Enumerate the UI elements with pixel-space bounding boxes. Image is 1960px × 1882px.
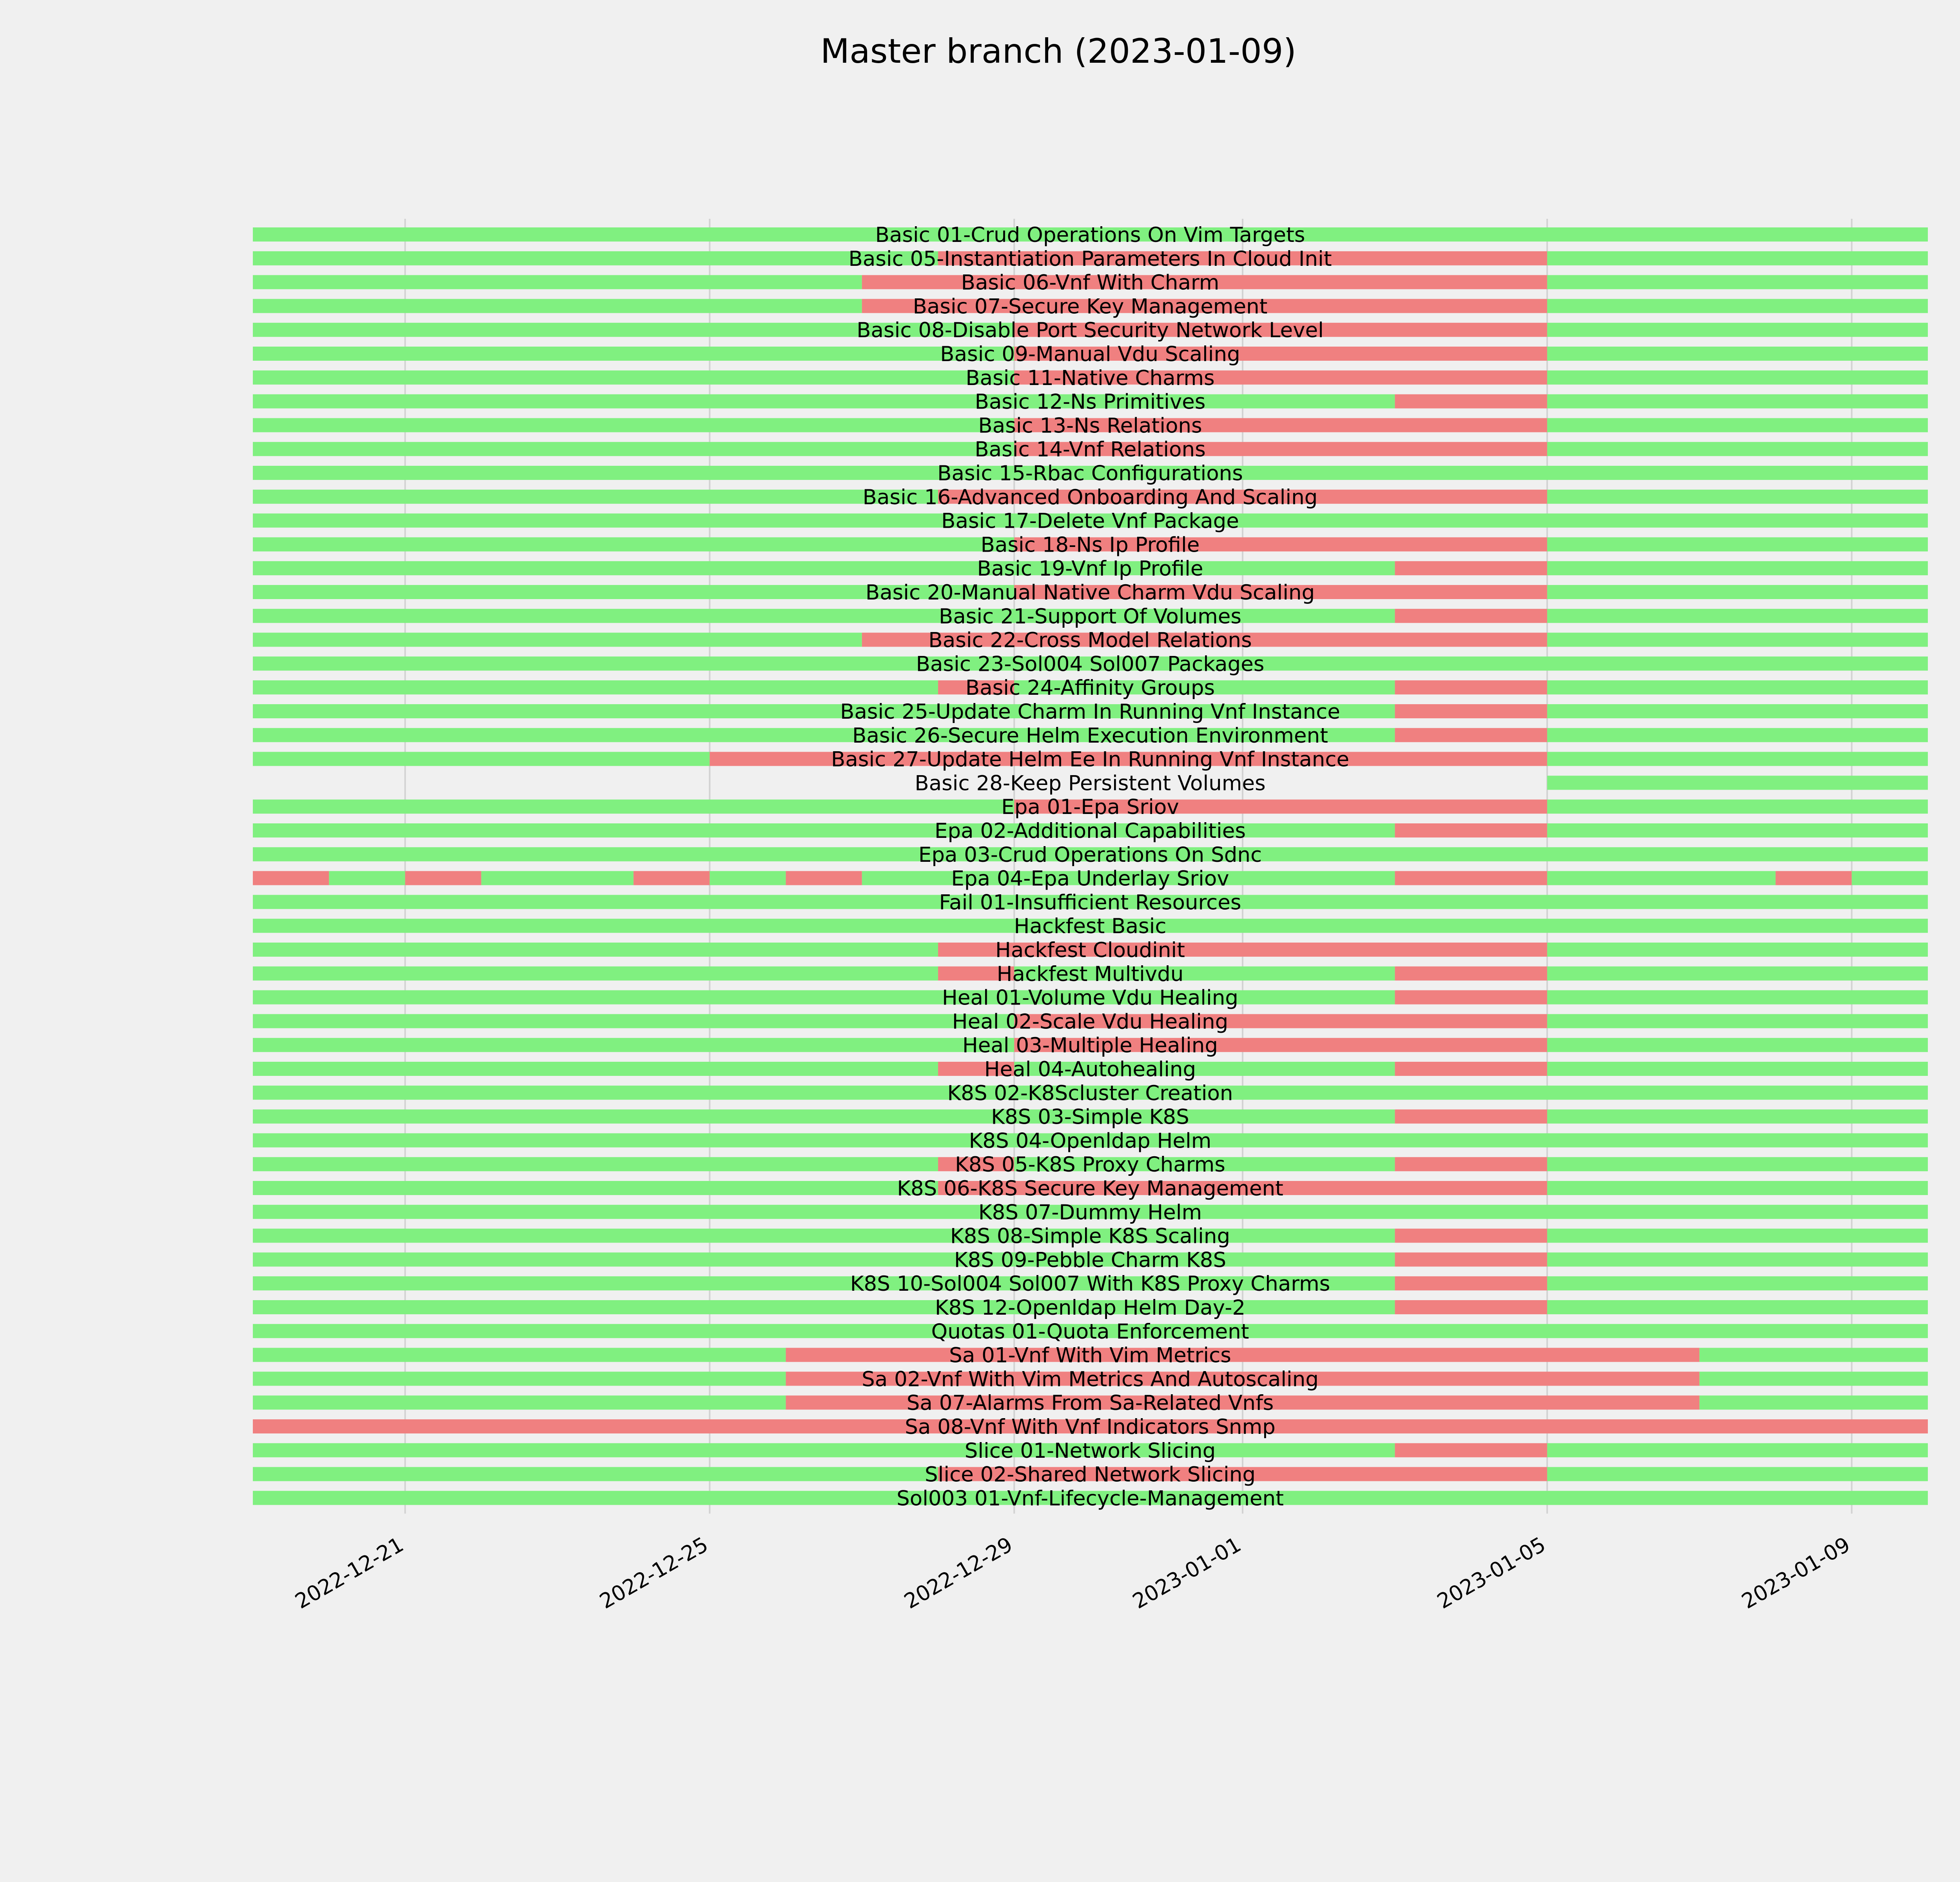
pass-segment (1547, 776, 1928, 790)
pass-segment (1547, 442, 1928, 456)
pass-segment (1547, 633, 1928, 647)
row-label: Basic 16-Advanced Onboarding And Scaling (862, 485, 1318, 509)
fail-segment (253, 871, 329, 885)
pass-segment (1547, 609, 1928, 623)
pass-segment (1547, 990, 1928, 1005)
row-label: Basic 11-Native Charms (965, 366, 1215, 390)
row-label: Basic 27-Update Helm Ee In Running Vnf Instance (831, 747, 1349, 772)
row-label: Epa 01-Epa Sriov (1001, 795, 1179, 819)
fail-segment (1395, 609, 1547, 623)
row-label: K8S 05-K8S Proxy Charms (955, 1153, 1225, 1177)
pass-segment (1699, 1395, 1928, 1410)
row-label: Hackfest Basic (1014, 914, 1167, 939)
row-label: K8S 06-K8S Secure Key Management (897, 1177, 1283, 1201)
pass-segment (253, 442, 1014, 456)
row-label: Epa 03-Crud Operations On Sdnc (918, 843, 1262, 867)
fail-segment (1395, 394, 1547, 409)
row-label: Basic 26-Secure Helm Execution Environment (852, 723, 1328, 748)
fail-segment (633, 871, 710, 885)
fail-segment (1776, 871, 1852, 885)
row-label: Sa 08-Vnf With Vnf Indicators Snmp (905, 1415, 1276, 1439)
pass-segment (1547, 585, 1928, 599)
pass-segment (1852, 871, 1928, 885)
x-tick-label: 2023-01-09 (1738, 1532, 1855, 1614)
pass-segment (1547, 823, 1928, 837)
row-label: Heal 02-Scale Vdu Healing (952, 1010, 1229, 1034)
row-label: Basic 08-Disable Port Security Network Level (857, 318, 1324, 343)
row-label: K8S 02-K8Scluster Creation (947, 1081, 1233, 1105)
pass-segment (1547, 1276, 1928, 1290)
pass-segment (1547, 752, 1928, 766)
row-label: Slice 02-Shared Network Slicing (924, 1462, 1256, 1487)
pass-segment (1547, 1443, 1928, 1457)
pass-segment (1547, 394, 1928, 409)
row-label: K8S 12-Openldap Helm Day-2 (935, 1296, 1246, 1320)
pass-segment (253, 1443, 1395, 1457)
fail-segment (1395, 1229, 1547, 1243)
row-label: Slice 01-Network Slicing (964, 1439, 1216, 1463)
fail-segment (1395, 1252, 1547, 1266)
pass-segment (253, 1062, 938, 1076)
row-label: Hackfest Cloudinit (995, 938, 1185, 962)
fail-segment (1395, 1276, 1547, 1290)
pass-segment (253, 561, 1395, 575)
pass-segment (253, 943, 938, 957)
row-label: Basic 28-Keep Persistent Volumes (915, 771, 1266, 796)
pass-segment (253, 275, 862, 289)
pass-segment (1547, 537, 1928, 551)
x-tick-label: 2023-01-05 (1433, 1532, 1550, 1614)
x-tick-label: 2022-12-25 (595, 1532, 712, 1614)
pass-segment (253, 490, 938, 504)
pass-segment (710, 871, 786, 885)
row-label: Basic 05-Instantiation Parameters In Cloud Init (848, 247, 1332, 271)
fail-segment (786, 1348, 1700, 1362)
pass-segment (1547, 799, 1928, 814)
row-label: Basic 23-Sol004 Sol007 Packages (916, 652, 1265, 676)
pass-segment (253, 1110, 1395, 1124)
pass-segment (253, 752, 710, 766)
fail-segment (1395, 704, 1547, 718)
fail-segment (1395, 728, 1547, 742)
pass-segment (253, 371, 1014, 385)
pass-segment (253, 1467, 938, 1481)
row-label: Basic 01-Crud Operations On Vim Targets (875, 223, 1305, 247)
pass-segment (1547, 490, 1928, 504)
row-label: Basic 22-Cross Model Relations (928, 628, 1252, 652)
pass-segment (253, 1372, 786, 1386)
row-label: Basic 15-Rbac Configurations (937, 461, 1243, 485)
pass-segment (1547, 1181, 1928, 1195)
pass-segment (1699, 1372, 1928, 1386)
fail-segment (786, 871, 862, 885)
chart-title: Master branch (2023-01-09) (820, 32, 1297, 71)
pass-segment (253, 299, 862, 313)
fail-segment (1395, 823, 1547, 837)
row-label: K8S 07-Dummy Helm (978, 1200, 1202, 1224)
fail-segment (1395, 1062, 1547, 1076)
pass-segment (1547, 371, 1928, 385)
pass-segment (253, 394, 1395, 409)
pass-segment (253, 537, 1014, 551)
pass-segment (1547, 1467, 1928, 1481)
row-label: Basic 24-Affinity Groups (965, 676, 1215, 700)
row-label: Basic 25-Update Charm In Running Vnf Instance (840, 700, 1340, 724)
fail-segment (1395, 871, 1547, 885)
pass-segment (1547, 680, 1928, 694)
row-label: Sa 02-Vnf With Vim Metrics And Autoscaling (862, 1367, 1319, 1392)
pass-segment (253, 1157, 938, 1171)
pass-segment (253, 633, 862, 647)
pass-segment (1547, 418, 1928, 432)
row-label: Sa 07-Alarms From Sa-Related Vnfs (906, 1391, 1274, 1415)
row-label: K8S 08-Simple K8S Scaling (950, 1224, 1230, 1248)
x-tick-label: 2022-12-21 (291, 1532, 408, 1614)
fail-segment (1395, 1110, 1547, 1124)
pass-segment (1547, 347, 1928, 361)
row-label: Heal 01-Volume Vdu Healing (942, 986, 1238, 1010)
row-label: Epa 04-Epa Underlay Sriov (951, 867, 1229, 891)
row-label: Basic 19-Vnf Ip Profile (977, 557, 1203, 581)
row-label: Hackfest Multivdu (996, 962, 1184, 986)
row-label: Basic 18-Ns Ip Profile (980, 533, 1200, 557)
row-label: Basic 14-Vnf Relations (975, 438, 1206, 462)
fail-segment (1395, 1157, 1547, 1171)
pass-segment (1547, 1038, 1928, 1052)
fail-segment (405, 871, 481, 885)
pass-segment (481, 871, 633, 885)
fail-segment (1395, 1443, 1547, 1457)
row-label: Sa 01-Vnf With Vim Metrics (949, 1343, 1231, 1368)
pass-segment (253, 966, 938, 981)
pass-segment (1547, 943, 1928, 957)
pass-segment (1547, 1157, 1928, 1171)
pass-segment (1547, 1252, 1928, 1266)
row-label: Heal 04-Autohealing (984, 1057, 1196, 1081)
row-label: Basic 21-Support Of Volumes (938, 604, 1242, 629)
fail-segment (1395, 1300, 1547, 1314)
row-label: K8S 04-Openldap Helm (969, 1129, 1212, 1153)
row-label: K8S 09-Pebble Charm K8S (954, 1248, 1227, 1272)
pass-segment (1547, 871, 1776, 885)
fail-segment (1395, 561, 1547, 575)
pass-segment (1547, 1300, 1928, 1314)
pass-segment (1547, 704, 1928, 718)
pass-segment (253, 1014, 1014, 1028)
row-label: Quotas 01-Quota Enforcement (931, 1319, 1249, 1344)
pass-segment (1547, 728, 1928, 742)
fail-segment (1395, 680, 1547, 694)
pass-segment (1699, 1348, 1928, 1362)
pass-segment (1547, 561, 1928, 575)
row-labels (831, 223, 1349, 1510)
row-label: K8S 03-Simple K8S (991, 1105, 1189, 1129)
pass-segment (253, 1038, 1014, 1052)
pass-segment (1547, 1110, 1928, 1124)
x-axis-ticks (291, 1533, 1855, 1614)
pass-segment (1547, 299, 1928, 313)
row-label: Heal 03-Multiple Healing (962, 1034, 1218, 1058)
row-label: Basic 13-Ns Relations (978, 414, 1202, 438)
x-tick-label: 2023-01-01 (1129, 1532, 1245, 1614)
pass-segment (253, 347, 1014, 361)
pass-segment (1547, 966, 1928, 981)
row-label: Basic 20-Manual Native Charm Vdu Scaling (865, 581, 1315, 605)
pass-segment (253, 418, 1014, 432)
x-tick-label: 2022-12-29 (900, 1532, 1017, 1614)
fail-segment (1395, 990, 1547, 1005)
pass-segment (253, 1395, 786, 1410)
row-label: Basic 07-Secure Key Management (913, 294, 1268, 319)
pass-segment (253, 799, 1014, 814)
row-label: Sol003 01-Vnf-Lifecycle-Management (897, 1486, 1284, 1511)
pass-segment (253, 680, 938, 694)
pass-segment (253, 251, 938, 265)
pass-segment (253, 1181, 938, 1195)
pass-segment (1547, 1229, 1928, 1243)
row-label: K8S 10-Sol004 Sol007 With K8S Proxy Charms (850, 1272, 1330, 1296)
pass-segment (253, 1348, 786, 1362)
row-label: Fail 01-Insufficient Resources (939, 890, 1241, 915)
row-label: Basic 09-Manual Vdu Scaling (940, 342, 1240, 366)
pass-segment (1547, 323, 1928, 337)
pass-segment (1547, 1014, 1928, 1028)
fail-segment (1395, 966, 1547, 981)
pass-segment (1547, 275, 1928, 289)
row-label: Basic 12-Ns Primitives (975, 390, 1206, 414)
row-label: Epa 02-Additional Capabilities (935, 819, 1246, 843)
pass-segment (1547, 251, 1928, 265)
pass-segment (1547, 1062, 1928, 1076)
row-label: Basic 17-Delete Vnf Package (941, 509, 1239, 533)
row-label: Basic 06-Vnf With Charm (961, 271, 1220, 295)
pass-segment (329, 871, 405, 885)
